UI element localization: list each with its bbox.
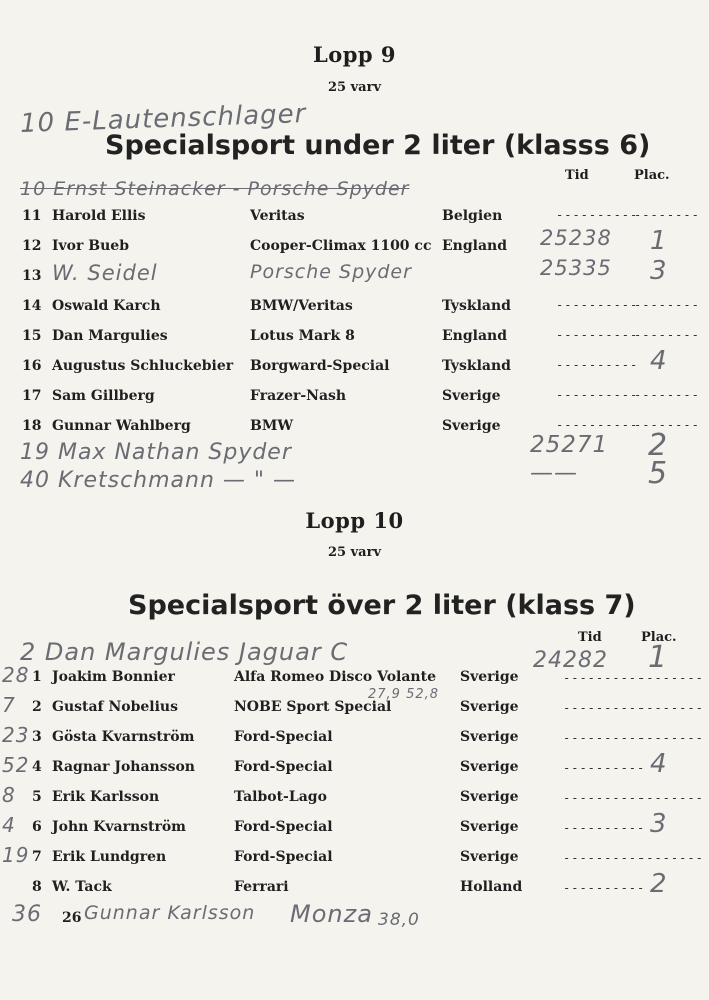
entry-number: 18 (22, 418, 42, 434)
entry-country: Sverige (460, 819, 519, 835)
entry-car: Lotus Mark 8 (250, 328, 355, 344)
entry-place-blank: -------- (638, 671, 704, 685)
entry-driver: John Kvarnström (52, 819, 186, 835)
race-10-col-plac: Plac. (641, 630, 677, 645)
entry-car: Cooper-Climax 1100 cc (250, 238, 432, 254)
entry-driver: Gustaf Nobelius (52, 699, 178, 715)
entry-country: Sverige (442, 388, 501, 404)
entry-time-blank: ---------- (563, 761, 646, 775)
entry-place-blank: -------- (638, 701, 704, 715)
entry-driver: Erik Lundgren (52, 849, 167, 865)
entry-time-blank: ---------- (556, 328, 639, 342)
entry-country: England (442, 328, 507, 344)
entry-place-blank: -------- (634, 418, 700, 432)
entry-car: Ford-Special (234, 729, 333, 745)
entry-place-blank: -------- (638, 791, 704, 805)
entry-car: BMW (250, 418, 294, 434)
entry-number: 13 (22, 268, 42, 284)
entry-country: England (442, 238, 507, 254)
handwritten-jaguar-time: 24282 (533, 648, 608, 673)
race-9-title: Lopp 9 (312, 42, 397, 67)
entry-driver: W. Seidel (52, 261, 158, 285)
entry-car: Frazer-Nash (250, 388, 347, 404)
entry-driver: Oswald Karch (52, 298, 161, 314)
entry-number: 5 (32, 789, 42, 805)
entry-country: Sverige (460, 759, 519, 775)
entry-country: Holland (460, 879, 523, 895)
race-10-col-tid: Tid (578, 630, 602, 645)
entry-car: BMW/Veritas (250, 298, 353, 314)
entry-time-blank: ---------- (563, 671, 646, 685)
entry-place-blank: -------- (634, 298, 700, 312)
entry-car: NOBE Sport Special (234, 699, 392, 715)
entry-number: 4 (32, 759, 42, 775)
entry-driver: Ragnar Johansson (52, 759, 195, 775)
handwritten-race-number: 8 (2, 783, 16, 807)
entry-driver: Gunnar Wahlberg (52, 418, 191, 434)
entry-car: Ferrari (234, 879, 289, 895)
race-9-col-tid: Tid (565, 168, 589, 183)
entry-car: Ford-Special (234, 819, 333, 835)
entry-time-blank: ---------- (563, 701, 646, 715)
entry-country: Sverige (442, 418, 501, 434)
entry-country: Tyskland (442, 358, 511, 374)
entry-country: Sverige (460, 729, 519, 745)
entry-number: 3 (32, 729, 42, 745)
entry-car: Veritas (250, 208, 305, 224)
entry-car: Porsche Spyder (250, 261, 412, 283)
handwritten-bottom-driver: Gunnar Karlsson (84, 902, 256, 924)
entry-time-blank: ---------- (563, 791, 646, 805)
entry-country: Sverige (460, 699, 519, 715)
entry-time: 25238 (540, 226, 612, 250)
entry-place: 3 (650, 809, 668, 839)
entry-place: 4 (650, 346, 668, 376)
entry-country: Sverige (460, 669, 519, 685)
race-10-title: Lopp 10 (305, 508, 404, 533)
handwritten-race-number: 52 (2, 753, 30, 777)
race-9-col-plac: Plac. (634, 168, 670, 183)
entry-place-blank: -------- (634, 208, 700, 222)
entry-number: 14 (22, 298, 42, 314)
handwritten-bottom-note: 38,0 (378, 910, 420, 930)
race-9-laps: 25 varv (328, 80, 381, 95)
handwritten-entry: 40 Kretschmann — " — (20, 468, 297, 493)
entry-number: 1 (32, 669, 42, 685)
race-10-laps: 25 varv (328, 545, 381, 560)
handwritten-note-lautenschlager: 10 E-Lautenschlager (19, 99, 307, 139)
handwritten-entry-time: —— (530, 460, 578, 486)
entry-number: 6 (32, 819, 42, 835)
entry-time-blank: ---------- (556, 208, 639, 222)
handwritten-entry-time: 25271 (530, 432, 609, 458)
entry-country: Belgien (442, 208, 503, 224)
entry-place-blank: -------- (638, 851, 704, 865)
entry-driver: Ivor Bueb (52, 238, 129, 254)
handwritten-entry-place: 5 (648, 456, 669, 491)
entry-driver: Harold Ellis (52, 208, 146, 224)
entry-number: 16 (22, 358, 42, 374)
handwritten-jaguar-place: 1 (648, 640, 669, 675)
entry-number: 15 (22, 328, 42, 344)
entry-number: 11 (22, 208, 42, 224)
entry-time-blank: ---------- (563, 731, 646, 745)
handwritten-entry-place: 2 (648, 428, 669, 463)
handwritten-row-10: 10 Ernst Steinacker - Porsche Spyder (20, 178, 410, 200)
handwritten-row-jaguar: 2 Dan Margulies Jaguar C (20, 638, 349, 666)
entry-number: 12 (22, 238, 42, 254)
entry-place: 3 (650, 256, 668, 286)
entry-country: Sverige (460, 849, 519, 865)
entry-place: 2 (650, 869, 668, 899)
entry-car: Ford-Special (234, 759, 333, 775)
entry-time-blank: ---------- (563, 851, 646, 865)
entry-car: Talbot-Lago (234, 789, 327, 805)
race-10-class-heading: Specialsport över 2 liter (klass 7) (128, 590, 636, 621)
entry-time-blank: ---------- (563, 821, 646, 835)
entry-place-blank: -------- (634, 388, 700, 402)
entry-driver: Erik Karlsson (52, 789, 160, 805)
entry-time-blank: ---------- (556, 358, 639, 372)
entry-place: 1 (650, 226, 668, 256)
handwritten-race-number: 23 (2, 723, 30, 747)
entry-car: Ford-Special (234, 849, 333, 865)
entry-place: 4 (650, 749, 668, 779)
handwritten-race-number: 4 (2, 813, 16, 837)
race-9-class-heading: Specialsport under 2 liter (klasss 6) (105, 130, 651, 161)
entry-time-blank: ---------- (556, 388, 639, 402)
entry-driver: Dan Margulies (52, 328, 168, 344)
handwritten-entry: 19 Max Nathan Spyder (20, 440, 292, 465)
handwritten-race-number: 7 (2, 693, 16, 717)
entry-number: 8 (32, 879, 42, 895)
handwritten-bottom-car: Monza (290, 900, 373, 928)
entry-driver: Sam Gillberg (52, 388, 155, 404)
handwritten-time-note: 27,9 52,8 (368, 687, 440, 702)
handwritten-bottom-number: 36 (12, 902, 42, 927)
entry-country: Sverige (460, 789, 519, 805)
entry-time-blank: ---------- (563, 881, 646, 895)
entry-driver: Gösta Kvarnström (52, 729, 195, 745)
entry-driver: W. Tack (52, 879, 112, 895)
entry-number: 2 (32, 699, 42, 715)
entry-place-blank: -------- (638, 731, 704, 745)
entry-time-blank: ---------- (556, 298, 639, 312)
entry-number: 17 (22, 388, 42, 404)
handwritten-race-number: 28 (2, 663, 30, 687)
entry-driver: Augustus Schluckebier (52, 358, 234, 374)
entry-time-blank: ---------- (556, 418, 639, 432)
entry-time: 25335 (540, 256, 612, 280)
entry-place-blank: -------- (634, 328, 700, 342)
entry-driver: Joakim Bonnier (52, 669, 175, 685)
entry-number: 7 (32, 849, 42, 865)
handwritten-race-number: 19 (2, 843, 30, 867)
entry-car: Alfa Romeo Disco Volante (234, 669, 436, 685)
entry-car: Borgward-Special (250, 358, 390, 374)
entry-country: Tyskland (442, 298, 511, 314)
bottom-row-number: 26 (62, 910, 82, 926)
